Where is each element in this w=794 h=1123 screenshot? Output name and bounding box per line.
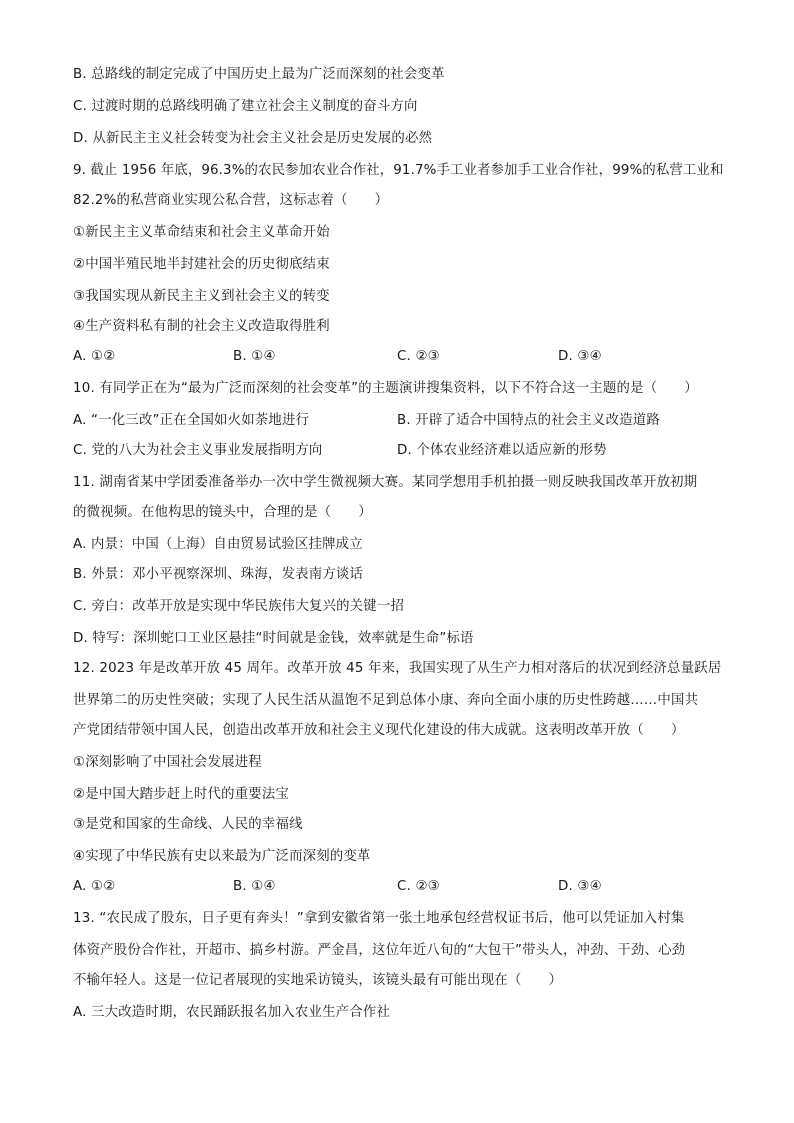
q8-option-b: B. 总路线的制定完成了中国历史上最为广泛而深刻的社会变革 bbox=[73, 67, 445, 82]
q12-statement-1: ①深刻影响了中国社会发展进程 bbox=[73, 755, 262, 770]
q9-statement-3: ③我国实现从新民主主义到社会主义的转变 bbox=[73, 289, 330, 304]
q9-option-c: C. ②③ bbox=[397, 349, 440, 364]
q12-option-d: D. ③④ bbox=[558, 879, 602, 894]
q12-option-c: C. ②③ bbox=[397, 879, 440, 894]
q9-statement-2: ②中国半殖民地半封建社会的历史彻底结束 bbox=[73, 257, 330, 272]
q13-stem-line-2: 体资产股份合作社，开超市、搞乡村游。严金昌，这位年近八旬的“大包干”带头人，冲劲、干劲、心劲 bbox=[73, 943, 686, 958]
q8-option-d: D. 从新民主主义社会转变为社会主义社会是历史发展的必然 bbox=[73, 131, 433, 146]
q13-stem-line-1: 13. “农民成了股东，日子更有奔头！”拿到安徽省第一张土地承包经营权证书后，他可以凭证加入村集 bbox=[73, 911, 685, 926]
q9-option-a: A. ①② bbox=[73, 349, 116, 364]
q12-option-b: B. ①④ bbox=[233, 879, 276, 894]
q12-stem-line-1: 12. 2023 年是改革开放 45 周年。改革开放 45 年来，我国实现了从生产力相对落后的状况到经济总量跃居 bbox=[73, 661, 722, 676]
q12-statement-3: ③是党和国家的生命线、人民的幸福线 bbox=[73, 817, 303, 832]
q10-option-d: D. 个体农业经济难以适应新的形势 bbox=[397, 443, 607, 458]
q10-option-b: B. 开辟了适合中国特点的社会主义改造道路 bbox=[397, 413, 660, 428]
q9-statement-4: ④生产资料私有制的社会主义改造取得胜利 bbox=[73, 319, 330, 334]
q9-statement-1: ①新民主主义革命结束和社会主义革命开始 bbox=[73, 225, 330, 240]
q11-stem-line-2: 的微视频。在他构思的镜头中，合理的是（ ） bbox=[73, 505, 372, 520]
q10-option-a: A. “一化三改”正在全国如火如荼地进行 bbox=[73, 413, 310, 428]
q12-stem-line-3: 产党团结带领中国人民，创造出改革开放和社会主义现代化建设的伟大成就。这表明改革开放（ ） bbox=[73, 723, 685, 738]
q12-statement-4: ④实现了中华民族有史以来最为广泛而深刻的变革 bbox=[73, 849, 371, 864]
q11-option-d: D. 特写：深圳蛇口工业区悬挂“时间就是金钱，效率就是生命”标语 bbox=[73, 631, 474, 646]
q12-stem-line-2: 世界第二的历史性突破；实现了人民生活从温饱不足到总体小康、奔向全面小康的历史性跨越……中国共 bbox=[73, 693, 699, 708]
q13-stem-line-3: 不输年轻人。这是一位记者展现的实地采访镜头，该镜头最有可能出现在（ ） bbox=[73, 973, 563, 988]
q11-option-c: C. 旁白：改革开放是实现中华民族伟大复兴的关键一招 bbox=[73, 599, 405, 614]
q10-stem: 10. 有同学正在为“最为广泛而深刻的社会变革”的主题演讲搜集资料，以下不符合这一主题的是（ ） bbox=[73, 381, 699, 396]
q11-option-b: B. 外景：邓小平视察深圳、珠海，发表南方谈话 bbox=[73, 567, 364, 582]
q13-option-a: A. 三大改造时期，农民踊跃报名加入农业生产合作社 bbox=[73, 1005, 391, 1020]
q12-statement-2: ②是中国大踏步赶上时代的重要法宝 bbox=[73, 787, 290, 802]
q9-stem-line-1: 9. 截止 1956 年底，96.3%的农民参加农业合作社，91.7%手工业者参加手工业合作社，99%的私营工业和 bbox=[73, 163, 724, 178]
q10-option-c: C. 党的八大为社会主义事业发展指明方向 bbox=[73, 443, 323, 458]
q12-option-a: A. ①② bbox=[73, 879, 116, 894]
q9-option-b: B. ①④ bbox=[233, 349, 276, 364]
q11-stem-line-1: 11. 湖南省某中学团委准备举办一次中学生微视频大赛。某同学想用手机拍摄一则反映我国改革开放初期 bbox=[73, 475, 698, 490]
q9-option-d: D. ③④ bbox=[558, 349, 602, 364]
q9-stem-line-2: 82.2%的私营商业实现公私合营，这标志着（ ） bbox=[73, 193, 389, 208]
q8-option-c: C. 过渡时期的总路线明确了建立社会主义制度的奋斗方向 bbox=[73, 99, 418, 114]
q11-option-a: A. 内景：中国（上海）自由贸易试验区挂牌成立 bbox=[73, 537, 363, 552]
